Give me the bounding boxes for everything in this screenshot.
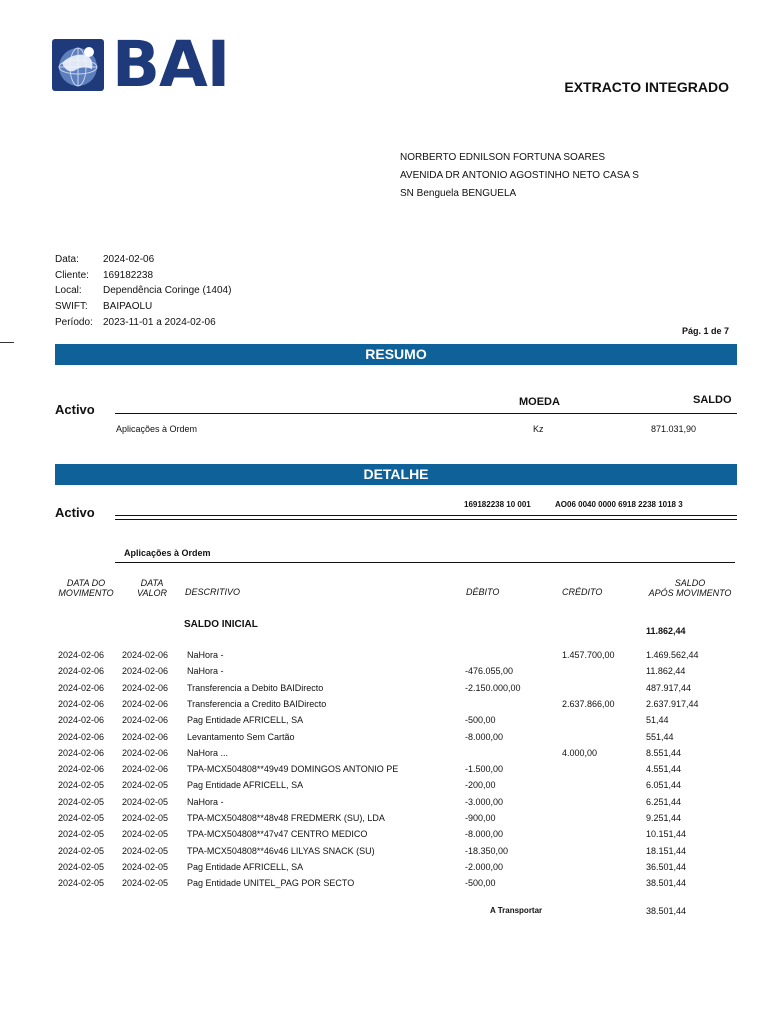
header-line: VALOR (136, 588, 167, 598)
cell-data-valor: 2024-02-05 (122, 861, 169, 872)
detalhe-banner: DETALHE (55, 464, 737, 485)
meta-row-local (55, 283, 231, 299)
cell-debito: -1.500,00 (465, 764, 504, 775)
cell-data-valor: 2024-02-05 (122, 780, 169, 791)
cell-data-movimento: 2024-02-05 (58, 813, 105, 823)
transport-value: 38.501,44 (646, 906, 687, 916)
cell-data-movimento: 2024-02-05 (58, 861, 105, 872)
cell-descritivo: NaHora - (187, 650, 224, 660)
cell-descritivo: NaHora - (187, 666, 224, 677)
cell-debito: -500,00 (465, 715, 496, 726)
address-line: AVENIDA DR ANTONIO AGOSTINHO NETO CASA S (400, 170, 639, 181)
cell-debito: -200,00 (465, 780, 496, 791)
cell-descritivo: NaHora ... (187, 747, 229, 758)
meta-row-period (55, 314, 231, 330)
header-line: MOVIMENTO (58, 588, 114, 598)
cell-debito: -8.000,00 (465, 829, 504, 840)
meta-row-client (55, 268, 231, 284)
cell-data-movimento: 2024-02-06 (58, 764, 105, 775)
meta-row-swift (55, 299, 231, 315)
table-row (0, 846, 768, 862)
cell-data-movimento: 2024-02-05 (58, 829, 105, 840)
cell-data-valor: 2024-02-06 (122, 650, 169, 660)
cell-data-movimento: 2024-02-06 (58, 682, 105, 693)
cell-saldo: 9.251,44 (646, 813, 682, 823)
resumo-banner: RESUMO (55, 344, 737, 365)
cell-debito: -2.000,00 (465, 861, 504, 872)
table-row (0, 732, 768, 748)
cell-data-movimento: 2024-02-05 (58, 845, 105, 856)
page-number: Pág. 1 de 7 (681, 326, 729, 336)
cell-saldo: 6.051,44 (646, 780, 682, 791)
bank-logo (52, 28, 230, 101)
globe-icon (52, 39, 104, 91)
cell-saldo: 487.917,44 (646, 682, 692, 693)
resumo-moeda-header: MOEDA (519, 396, 560, 408)
cell-data-valor: 2024-02-05 (122, 878, 169, 889)
cell-data-valor: 2024-02-05 (122, 796, 169, 807)
cell-descritivo: Pag Entidade AFRICELL, SA (187, 715, 304, 726)
logo-text: BAI (112, 28, 230, 101)
header-saldo (640, 578, 740, 598)
meta-label: Local: (55, 285, 82, 297)
cell-descritivo: Pag Entidade UNITEL_PAG POR SECTO (187, 878, 355, 889)
cell-descritivo: TPA-MCX504808**47v47 CENTRO MEDICO (187, 829, 368, 840)
subsection-divider (115, 562, 735, 563)
table-row (0, 764, 768, 780)
cell-descritivo: TPA-MCX504808**46v46 LILYAS SNACK (SU) (187, 845, 375, 856)
resumo-saldo-header: SALDO (693, 394, 732, 406)
cell-data-valor: 2024-02-06 (122, 682, 169, 693)
header-line: DATA (140, 578, 164, 588)
header-data-movimento (55, 578, 117, 598)
meta-label: SWIFT: (55, 301, 88, 313)
account-number: 169182238 10 001 (464, 500, 531, 509)
cell-debito: -18.350,00 (465, 845, 509, 856)
cell-data-valor: 2024-02-05 (122, 813, 169, 823)
meta-value: BAIPAOLU (103, 301, 153, 313)
address-line: SN Benguela BENGUELA (400, 188, 517, 199)
detalhe-subsection-title: Aplicações à Ordem (124, 548, 211, 558)
cell-saldo: 36.501,44 (646, 861, 687, 872)
cell-saldo: 11.862,44 (646, 666, 686, 677)
header-line: SALDO (674, 578, 706, 588)
table-row (0, 715, 768, 731)
header-line: DATA DO (66, 578, 106, 588)
cell-debito: -900,00 (465, 813, 496, 823)
cell-descritivo: Transferencia a Debito BAIDirecto (187, 682, 324, 693)
cell-debito: -8.000,00 (465, 731, 504, 742)
detalhe-divider-top (115, 515, 737, 516)
header-data-valor (130, 578, 174, 598)
cell-descritivo: Pag Entidade AFRICELL, SA (187, 861, 304, 872)
resumo-divider (115, 413, 737, 414)
table-row (0, 829, 768, 845)
header-credito: CRÉDITO (562, 587, 603, 597)
meta-label: Cliente: (55, 269, 89, 281)
cell-descritivo: Levantamento Sem Cartão (187, 731, 295, 742)
cell-descritivo: Transferencia a Credito BAIDirecto (187, 698, 327, 709)
table-row (0, 748, 768, 764)
table-row (0, 699, 768, 715)
statement-meta (55, 252, 231, 330)
cell-saldo: 6.251,44 (646, 796, 682, 807)
detalhe-activo-label: Activo (55, 505, 95, 520)
meta-value: 169182238 (103, 269, 154, 281)
meta-value: Dependência Coringe (1404) (103, 285, 232, 297)
meta-value: 2024-02-06 (103, 254, 155, 266)
document-title: EXTRACTO INTEGRADO (564, 79, 729, 95)
cell-data-valor: 2024-02-06 (122, 698, 169, 709)
table-row (0, 862, 768, 878)
saldo-inicial-value: 11.862,44 (646, 626, 686, 636)
cell-descritivo: TPA-MCX504808**48v48 FREDMERK (SU), LDA (187, 813, 385, 823)
cell-debito: -2.150.000,00 (465, 682, 521, 693)
cell-saldo: 38.501,44 (646, 878, 687, 889)
cell-data-movimento: 2024-02-05 (58, 780, 105, 791)
cell-debito: -3.000,00 (465, 796, 504, 807)
cell-credito: 1.457.700,00 (562, 650, 615, 660)
table-row (0, 650, 768, 666)
customer-address (400, 149, 639, 203)
cell-saldo: 2.637.917,44 (646, 698, 699, 709)
header-debito: DÉBITO (466, 587, 500, 597)
cell-saldo: 8.551,44 (646, 747, 682, 758)
cell-credito: 4.000,00 (562, 747, 598, 758)
header-descritivo: DESCRITIVO (185, 587, 241, 597)
cell-descritivo: Pag Entidade AFRICELL, SA (187, 780, 304, 791)
table-row (0, 683, 768, 699)
detalhe-divider-bottom (115, 519, 737, 520)
resumo-row-currency: Kz (533, 424, 544, 434)
table-row (0, 813, 768, 829)
cell-credito: 2.637.866,00 (562, 698, 615, 709)
meta-value: 2023-11-01 a 2024-02-06 (103, 316, 216, 328)
table-row (0, 878, 768, 894)
cell-data-movimento: 2024-02-06 (58, 666, 105, 677)
cell-data-valor: 2024-02-06 (122, 666, 169, 677)
transport-label: A Transportar (490, 906, 543, 915)
cell-data-movimento: 2024-02-05 (58, 796, 105, 807)
cell-debito: -500,00 (465, 878, 496, 889)
cell-data-valor: 2024-02-06 (122, 715, 169, 726)
cell-data-movimento: 2024-02-06 (58, 698, 105, 709)
cell-saldo: 1.469.562,44 (646, 650, 699, 660)
cell-data-movimento: 2024-02-06 (58, 747, 105, 758)
cell-data-valor: 2024-02-05 (122, 845, 169, 856)
cell-data-valor: 2024-02-05 (122, 829, 169, 840)
cell-data-movimento: 2024-02-06 (58, 650, 105, 660)
cell-descritivo: TPA-MCX504808**49v49 DOMINGOS ANTONIO PE (187, 764, 399, 775)
cell-data-movimento: 2024-02-05 (58, 878, 105, 889)
cell-data-movimento: 2024-02-06 (58, 715, 105, 726)
cell-data-valor: 2024-02-06 (122, 764, 169, 775)
cell-saldo: 18.151,44 (646, 845, 687, 856)
saldo-inicial-label: SALDO INICIAL (184, 619, 258, 630)
resumo-row-balance: 871.031,90 (651, 424, 697, 434)
cell-saldo: 10.151,44 (646, 829, 687, 840)
address-line: NORBERTO EDNILSON FORTUNA SOARES (400, 152, 606, 163)
meta-label: Período: (55, 316, 93, 328)
meta-row-date (55, 252, 231, 268)
cell-data-valor: 2024-02-06 (122, 731, 169, 742)
table-row (0, 797, 768, 813)
table-row (0, 780, 768, 796)
cell-data-movimento: 2024-02-06 (58, 731, 105, 742)
resumo-row-description: Aplicações à Ordem (116, 424, 198, 434)
cell-saldo: 551,44 (646, 731, 674, 742)
account-iban: AO06 0040 0000 6918 2238 1018 3 (555, 500, 683, 509)
cell-data-valor: 2024-02-06 (122, 747, 169, 758)
margin-mark (0, 342, 14, 343)
cell-descritivo: NaHora - (187, 796, 224, 807)
cell-saldo: 51,44 (646, 715, 669, 726)
cell-debito: -476.055,00 (465, 666, 514, 677)
cell-saldo: 4.551,44 (646, 764, 682, 775)
header-line: APÓS MOVIMENTO (648, 588, 732, 598)
meta-label: Data: (55, 254, 79, 266)
resumo-activo-label: Activo (55, 402, 95, 417)
table-row (0, 666, 768, 682)
